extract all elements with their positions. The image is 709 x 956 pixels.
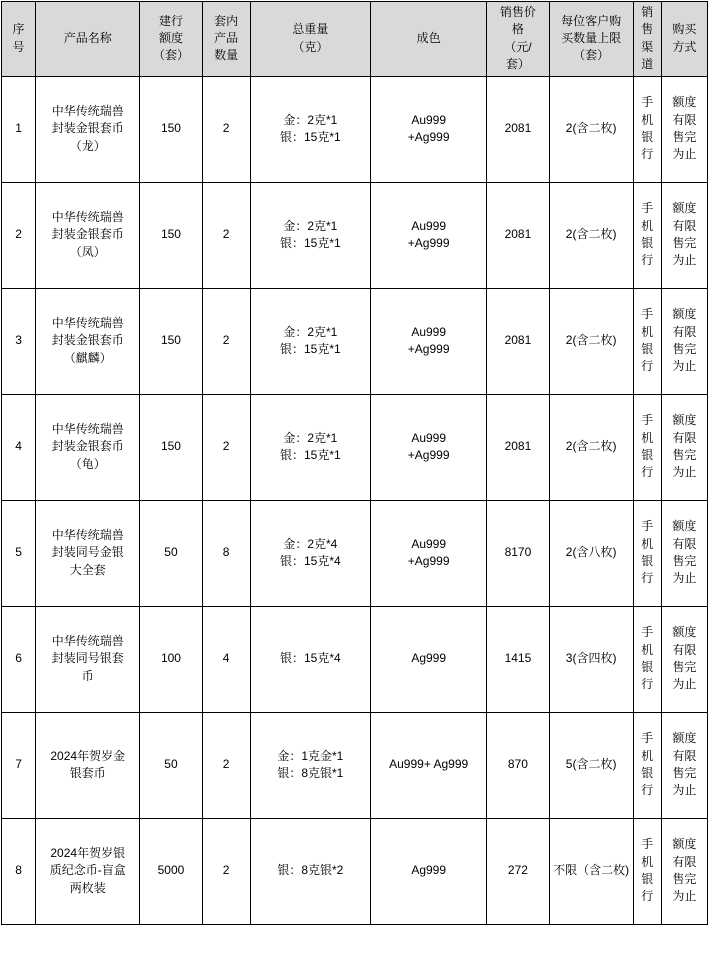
header-seq-line-1: 序 [12,22,25,37]
cell-quota: 150 [140,76,202,182]
cell-name-line-1: 2024年贺岁银 [50,845,126,860]
cell-buy [661,394,707,500]
cell-channel-line-2: 机 [641,536,654,551]
cell-buy-line-1: 额度 [672,413,697,428]
cell-channel-line-2: 机 [641,642,654,657]
cell-limit: 2(含二枚) [549,76,633,182]
header-channel-line-2: 售 [641,22,654,37]
cell-buy-line-3: 售完 [672,130,697,145]
cell-buy-line-2: 有限 [672,112,697,127]
cell-seq: 8 [2,818,36,924]
cell-count: 2 [202,182,250,288]
cell-buy-line-1: 额度 [672,201,697,216]
cell-channel [633,182,661,288]
table-row [2,182,708,288]
cell-buy-line-4: 为止 [672,147,697,162]
cell-name-line-3: 币 [81,668,94,683]
header-price-line-2: 格 [511,22,524,37]
cell-buy [661,288,707,394]
cell-fine [371,76,487,182]
cell-channel-line-4: 行 [641,465,654,480]
cell-name [36,500,140,606]
cell-buy-line-3: 售完 [672,872,697,887]
cell-buy [661,500,707,606]
cell-name-line-2: 封装金银套币 [51,227,124,242]
cell-fine [371,182,487,288]
header-limit [549,2,633,77]
table-row [2,818,708,924]
cell-channel-line-2: 机 [641,218,654,233]
header-fine-line-1: 成色 [416,31,441,46]
cell-buy-line-3: 售完 [672,660,697,675]
cell-buy [661,818,707,924]
cell-quota: 150 [140,394,202,500]
cell-channel-line-3: 银 [641,766,654,781]
table-row [2,394,708,500]
cell-channel-line-3: 银 [641,660,654,675]
cell-price: 2081 [487,394,549,500]
cell-buy-line-3: 售完 [672,342,697,357]
cell-weight [250,76,370,182]
cell-name-line-2: 封装金银套币 [51,333,124,348]
cell-channel-line-2: 机 [641,324,654,339]
cell-limit: 5(含二枚) [549,712,633,818]
table-row [2,76,708,182]
cell-name [36,606,140,712]
cell-buy-line-4: 为止 [672,783,697,798]
header-price [487,2,549,77]
cell-channel-line-4: 行 [641,147,654,162]
cell-buy-line-3: 售完 [672,554,697,569]
cell-fine-line-1: Au999 [411,112,447,127]
cell-quota: 5000 [140,818,202,924]
cell-weight-line-2: 银：15克*1 [279,342,341,357]
product-table [1,1,708,925]
cell-quota: 50 [140,712,202,818]
header-quota-line-1: 建行 [158,13,183,28]
cell-channel-line-1: 手 [641,201,654,216]
cell-fine-line-1: Ag999 [411,863,447,878]
cell-buy-line-4: 为止 [672,677,697,692]
cell-channel [633,818,661,924]
header-fine [371,2,487,77]
cell-fine [371,712,487,818]
cell-buy-line-1: 额度 [672,307,697,322]
header-quota [140,2,202,77]
header-channel-line-3: 渠 [641,39,654,54]
cell-buy-line-4: 为止 [672,571,697,586]
cell-quota: 50 [140,500,202,606]
header-limit-line-3: （套） [573,48,610,63]
cell-seq: 6 [2,606,36,712]
cell-channel-line-4: 行 [641,571,654,586]
cell-price: 8170 [487,500,549,606]
cell-count: 8 [202,500,250,606]
cell-fine [371,606,487,712]
cell-name-line-1: 中华传统瑞兽 [51,633,124,648]
cell-name-line-2: 封装金银套币 [51,121,124,136]
cell-name-line-3: （凤） [69,244,106,259]
cell-count: 2 [202,712,250,818]
cell-weight-line-1: 金：2克*1 [283,430,338,445]
cell-name-line-1: 2024年贺岁金 [50,748,126,763]
cell-buy-line-4: 为止 [672,889,697,904]
cell-name-line-3: （龙） [69,138,106,153]
cell-fine-line-1: Au999+ Ag999 [389,757,469,772]
header-quota-line-3: （套） [152,48,189,63]
cell-weight-line-1: 银：15克*4 [279,651,341,666]
cell-weight-line-2: 银：15克*1 [279,448,341,463]
cell-channel-line-2: 机 [641,748,654,763]
cell-price: 272 [487,818,549,924]
cell-name-line-1: 中华传统瑞兽 [51,315,124,330]
cell-fine [371,500,487,606]
cell-channel-line-1: 手 [641,625,654,640]
cell-count: 2 [202,288,250,394]
cell-count: 2 [202,818,250,924]
cell-buy-line-3: 售完 [672,448,697,463]
header-name-line-1: 产品名称 [63,31,112,46]
header-price-line-4: 套） [505,57,530,72]
cell-buy-line-4: 为止 [672,465,697,480]
header-row [2,2,708,77]
cell-fine-line-1: Au999 [411,218,447,233]
table-body [2,76,708,924]
cell-weight [250,606,370,712]
cell-weight-line-1: 金：2克*4 [283,536,338,551]
cell-channel-line-1: 手 [641,731,654,746]
cell-price: 1415 [487,606,549,712]
table-row [2,500,708,606]
header-weight-line-1: 总重量 [292,22,329,37]
table-row [2,606,708,712]
header-buy [661,2,707,77]
cell-weight-line-1: 金：2克*1 [283,324,338,339]
cell-buy-line-1: 额度 [672,731,697,746]
cell-weight-line-2: 银：15克*1 [279,236,341,251]
cell-weight [250,818,370,924]
cell-channel-line-4: 行 [641,359,654,374]
cell-fine-line-2: +Ag999 [407,448,450,463]
cell-buy-line-2: 有限 [672,324,697,339]
cell-name [36,712,140,818]
cell-weight-line-2: 银：15克*1 [279,130,341,145]
cell-fine-line-1: Au999 [411,536,447,551]
cell-channel [633,606,661,712]
cell-buy-line-2: 有限 [672,854,697,869]
cell-weight [250,182,370,288]
cell-fine-line-2: +Ag999 [407,342,450,357]
cell-channel-line-4: 行 [641,889,654,904]
header-channel-line-1: 销 [641,5,654,19]
cell-seq: 1 [2,76,36,182]
cell-weight-line-1: 银：8克银*2 [277,863,344,878]
cell-weight [250,500,370,606]
cell-channel-line-2: 机 [641,112,654,127]
cell-limit: 2(含二枚) [549,394,633,500]
cell-count: 4 [202,606,250,712]
cell-fine-line-2: +Ag999 [407,554,450,569]
cell-seq: 7 [2,712,36,818]
cell-weight-line-1: 金：2克*1 [283,112,338,127]
cell-fine [371,288,487,394]
cell-weight-line-1: 金：1克金*1 [277,748,344,763]
cell-limit: 不限（含二枚) [549,818,633,924]
header-weight-line-2: （克） [292,39,329,54]
cell-channel-line-3: 银 [641,236,654,251]
header-channel-line-4: 道 [641,57,654,72]
cell-fine-line-1: Au999 [411,430,447,445]
cell-buy-line-3: 售完 [672,236,697,251]
header-count-line-1: 套内 [214,13,239,28]
cell-limit: 2(含二枚) [549,182,633,288]
header-channel [633,2,661,77]
cell-quota: 150 [140,182,202,288]
cell-channel-line-1: 手 [641,95,654,110]
cell-channel-line-2: 机 [641,430,654,445]
cell-limit: 3(含四枚) [549,606,633,712]
cell-quota: 150 [140,288,202,394]
cell-buy-line-1: 额度 [672,625,697,640]
header-count [202,2,250,77]
cell-name-line-2: 封装同号金银 [51,545,124,560]
cell-buy [661,76,707,182]
cell-name-line-1: 中华传统瑞兽 [51,527,124,542]
cell-name-line-3: 大全套 [69,562,106,577]
cell-seq: 2 [2,182,36,288]
cell-name [36,818,140,924]
cell-quota: 100 [140,606,202,712]
cell-channel-line-1: 手 [641,413,654,428]
cell-channel [633,500,661,606]
cell-buy-line-4: 为止 [672,253,697,268]
cell-weight-line-1: 金：2克*1 [283,218,338,233]
cell-channel-line-4: 行 [641,783,654,798]
cell-limit: 2(含八枚) [549,500,633,606]
cell-name-line-3: （麒麟） [63,350,112,365]
cell-fine-line-1: Au999 [411,324,447,339]
cell-name-line-3: 两枚装 [69,880,106,895]
table-header [2,2,708,77]
cell-buy-line-3: 售完 [672,766,697,781]
cell-buy-line-2: 有限 [672,748,697,763]
cell-count: 2 [202,76,250,182]
cell-limit: 2(含二枚) [549,288,633,394]
cell-seq: 3 [2,288,36,394]
header-limit-line-2: 买数量上限 [561,31,622,46]
cell-fine [371,394,487,500]
cell-channel-line-2: 机 [641,854,654,869]
cell-channel-line-3: 银 [641,448,654,463]
cell-name-line-2: 质纪念币-盲盒 [49,863,126,878]
cell-name [36,288,140,394]
cell-name-line-2: 封装同号银套 [51,651,124,666]
header-limit-line-1: 每位客户购 [561,13,622,28]
cell-seq: 4 [2,394,36,500]
header-buy-line-1: 购买 [672,22,697,37]
cell-channel-line-3: 银 [641,554,654,569]
cell-name-line-3: （龟） [69,456,106,471]
cell-price: 2081 [487,76,549,182]
header-name [36,2,140,77]
cell-fine [371,818,487,924]
cell-channel-line-1: 手 [641,307,654,322]
table-row [2,712,708,818]
cell-buy-line-2: 有限 [672,430,697,445]
cell-weight [250,394,370,500]
header-count-line-2: 产品 [214,31,239,46]
cell-channel-line-3: 银 [641,872,654,887]
cell-channel-line-1: 手 [641,519,654,534]
cell-buy-line-1: 额度 [672,95,697,110]
cell-channel [633,394,661,500]
header-price-line-1: 销售价 [499,5,536,19]
cell-channel [633,76,661,182]
header-buy-line-2: 方式 [672,39,697,54]
cell-price: 2081 [487,182,549,288]
cell-channel-line-4: 行 [641,677,654,692]
cell-channel-line-4: 行 [641,253,654,268]
cell-buy [661,182,707,288]
cell-name-line-1: 中华传统瑞兽 [51,421,124,436]
cell-channel-line-1: 手 [641,837,654,852]
cell-name-line-2: 银套币 [69,766,106,781]
header-price-line-3: （元/ [504,39,532,54]
cell-weight [250,712,370,818]
cell-buy-line-2: 有限 [672,536,697,551]
cell-channel-line-3: 银 [641,342,654,357]
cell-fine-line-2: +Ag999 [407,130,450,145]
cell-buy-line-1: 额度 [672,519,697,534]
cell-channel-line-3: 银 [641,130,654,145]
header-seq [2,2,36,77]
table-row [2,288,708,394]
cell-count: 2 [202,394,250,500]
cell-buy-line-2: 有限 [672,218,697,233]
cell-buy [661,606,707,712]
header-quota-line-2: 额度 [158,31,183,46]
cell-weight [250,288,370,394]
cell-buy-line-4: 为止 [672,359,697,374]
cell-name [36,182,140,288]
cell-name-line-2: 封装金银套币 [51,439,124,454]
cell-fine-line-2: +Ag999 [407,236,450,251]
cell-buy-line-1: 额度 [672,837,697,852]
header-count-line-3: 数量 [214,48,239,63]
cell-seq: 5 [2,500,36,606]
cell-buy-line-2: 有限 [672,642,697,657]
cell-name [36,76,140,182]
cell-name [36,394,140,500]
header-seq-line-2: 号 [12,39,25,54]
cell-price: 870 [487,712,549,818]
cell-price: 2081 [487,288,549,394]
cell-buy [661,712,707,818]
cell-fine-line-1: Ag999 [411,651,447,666]
cell-channel [633,288,661,394]
header-weight [250,2,370,77]
cell-name-line-1: 中华传统瑞兽 [51,103,124,118]
cell-name-line-1: 中华传统瑞兽 [51,209,124,224]
cell-channel [633,712,661,818]
cell-weight-line-2: 银：15克*4 [279,554,341,569]
cell-weight-line-2: 银：8克银*1 [277,766,344,781]
